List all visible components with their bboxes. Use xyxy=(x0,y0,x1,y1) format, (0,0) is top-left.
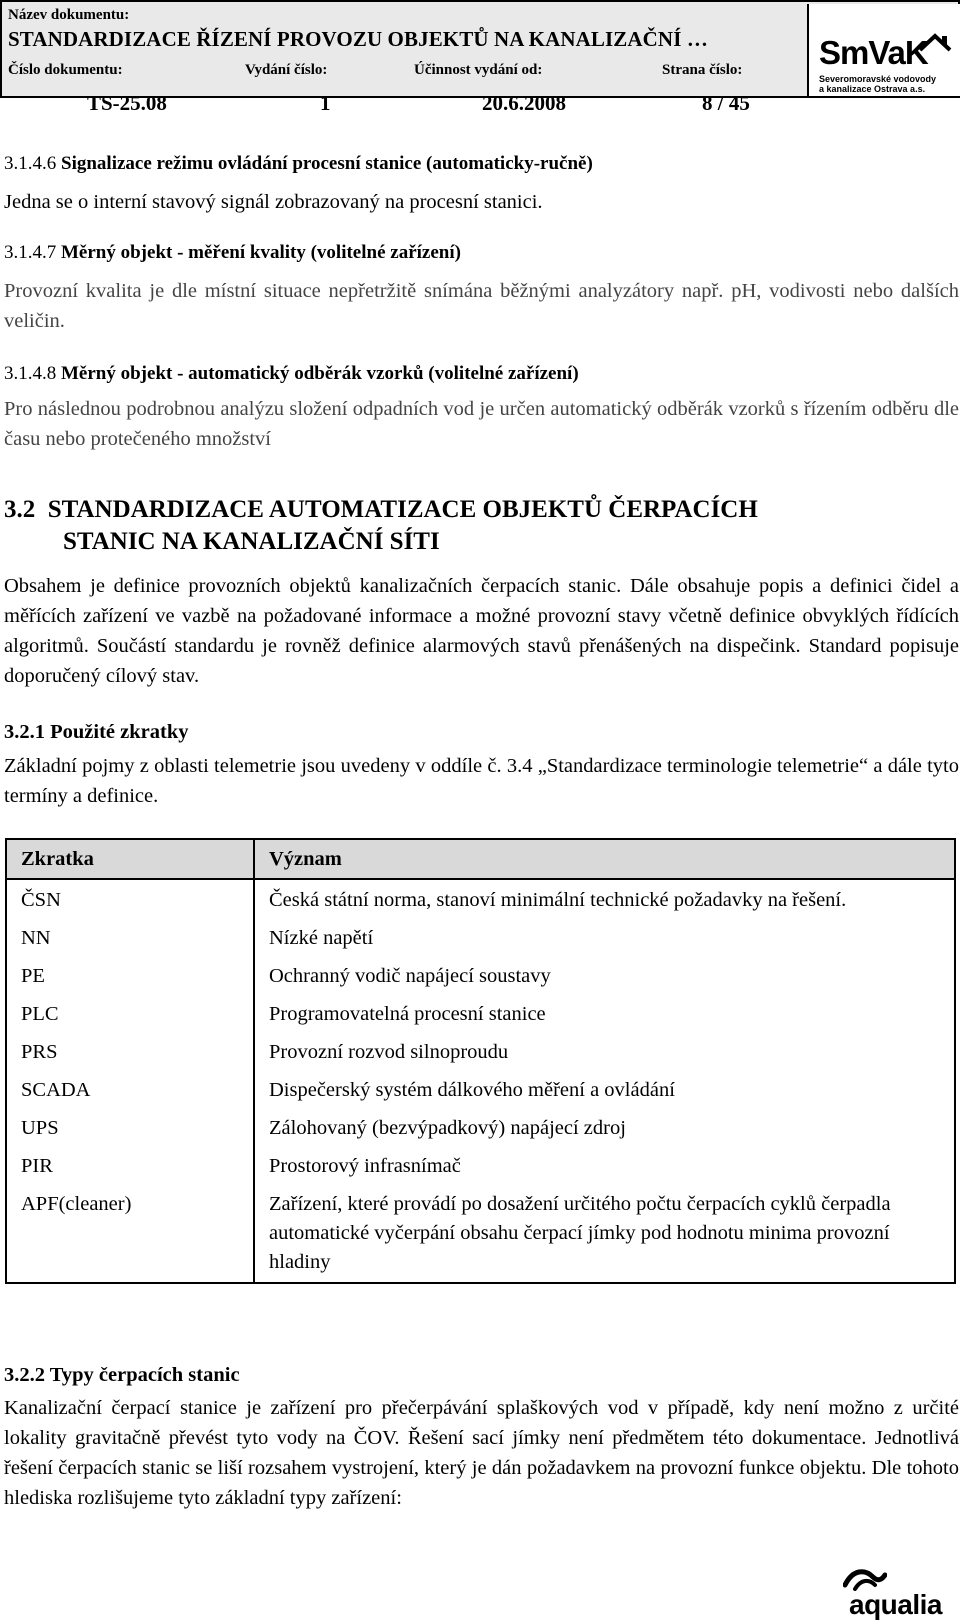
table-cell-meaning: Zálohovaný (bezvýpadkový) napájecí zdroj xyxy=(254,1110,955,1148)
table-row xyxy=(6,996,955,1034)
heading-3146-title: Signalizace režimu ovládání procesní stanice (automaticky-ručně) xyxy=(61,153,593,174)
aqualia-wave-icon xyxy=(843,1565,887,1591)
table-cell-abbr: UPS xyxy=(6,1110,254,1148)
table-row xyxy=(6,1148,955,1186)
paragraph-3147: Provozní kvalita je dle místní situace nepřetržitě snímána běžnými analyzátory např. pH, vodivosti nebo dalších veličin. xyxy=(4,280,959,332)
heading-3147-title: Měrný objekt - měření kvality (volitelné zařízení) xyxy=(61,242,461,263)
table-cell-abbr: APF(cleaner) xyxy=(6,1186,254,1283)
table-row xyxy=(6,958,955,996)
table-cell-meaning: Nízké napětí xyxy=(254,920,955,958)
smvak-logo-sub1: Severomoravské vodovody xyxy=(819,74,937,84)
abbreviations-table xyxy=(5,838,956,1284)
table-header-meaning: Význam xyxy=(254,839,955,879)
heading-32-line1: STANDARDIZACE AUTOMATIZACE OBJEKTŮ ČERPACÍCH xyxy=(47,496,758,523)
table-header-abbr: Zkratka xyxy=(6,839,254,879)
paragraph-3146: Jedna se o interní stavový signál zobrazovaný na procesní stanici. xyxy=(4,191,543,213)
effective-date: 20.6.2008 xyxy=(482,91,566,115)
heading-3148-number: 3.1.4.8 xyxy=(4,363,57,384)
doc-name-label: Název dokumentu: xyxy=(8,7,130,23)
table-cell-meaning: Ochranný vodič napájecí soustavy xyxy=(254,958,955,996)
table-cell-meaning: Prostorový infrasnímač xyxy=(254,1148,955,1186)
page-label: Strana číslo: xyxy=(662,62,743,78)
heading-322: 3.2.2 Typy čerpacích stanic xyxy=(4,1364,240,1386)
table-cell-abbr: NN xyxy=(6,920,254,958)
heading-32-line2: STANIC NA KANALIZAČNÍ SÍTI xyxy=(63,528,440,555)
table-cell-abbr: SCADA xyxy=(6,1072,254,1110)
smvak-logo-sub2: a kanalizace Ostrava a.s. xyxy=(819,84,926,94)
heading-3148-title: Měrný objekt - automatický odběrák vzorků (volitelné zařízení) xyxy=(61,363,579,384)
heading-3146 xyxy=(4,153,593,175)
table-row xyxy=(6,920,955,958)
smvak-logo-mark-icon xyxy=(917,32,953,68)
table-row xyxy=(6,1110,955,1148)
table-row xyxy=(6,1072,955,1110)
smvak-logo xyxy=(807,4,960,96)
table-cell-meaning: Česká státní norma, stanoví minimální technické požadavky na řešení. xyxy=(254,879,955,920)
heading-3146-number: 3.1.4.6 xyxy=(4,153,57,174)
smvak-logo-word: SmVaK xyxy=(819,34,928,71)
table-row xyxy=(6,1034,955,1072)
issue-number: 1 xyxy=(320,91,331,115)
table-cell-abbr: PLC xyxy=(6,996,254,1034)
heading-32-number: 3.2 xyxy=(4,496,36,523)
page-number: 8 / 45 xyxy=(702,91,750,115)
table-cell-abbr: ČSN xyxy=(6,879,254,920)
table-row xyxy=(6,879,955,920)
paragraph-322: Kanalizační čerpací stanice je zařízení pro přečerpávání splaškových vod v případě, kdy není možno z určité lokality gravitačně převést tyto vody na ČOV. Řešení sací jímky není předmětem této dokumentace. Jednotlivá řešení čerpacích stanic se liší rozsahem vystrojení, který je dán požadavkem na provozní funkce objektu. Dle tohoto hlediska rozlišujeme tyto základní typy zařízení: xyxy=(4,1397,959,1509)
paragraph-32: Obsahem je definice provozních objektů kanalizačních čerpacích stanic. Dále obsahuje popis a definici čidel a měřících zařízení ve vazbě na požadované informace a možné provozní stavy včetně definice obvyklých řídících algoritmů. Součástí standardu je rovněž definice alarmových stavů přenášených na dispečink. Standard popisuje doporučený cílový stav. xyxy=(4,575,959,687)
smvak-logo-subtitle xyxy=(819,74,936,94)
effective-label: Účinnost vydání od: xyxy=(414,62,543,78)
table-header-row xyxy=(6,839,955,879)
table-cell-abbr: PRS xyxy=(6,1034,254,1072)
table-cell-meaning: Dispečerský systém dálkového měření a ovládání xyxy=(254,1072,955,1110)
heading-3148 xyxy=(4,363,579,385)
document-header xyxy=(0,0,960,115)
table-cell-abbr: PIR xyxy=(6,1148,254,1186)
doc-title: STANDARDIZACE ŘÍZENÍ PROVOZU OBJEKTŮ NA KANALIZAČNÍ … xyxy=(8,27,708,51)
table-cell-abbr: PE xyxy=(6,958,254,996)
doc-number: TS-25.08 xyxy=(87,91,167,115)
heading-3147 xyxy=(4,242,461,264)
table-row xyxy=(6,1186,955,1283)
aqualia-logo-word: aqualia xyxy=(849,1589,942,1620)
table-cell-meaning: Programovatelná procesní stanice xyxy=(254,996,955,1034)
issue-label: Vydání číslo: xyxy=(245,62,328,78)
table-cell-meaning: Provozní rozvod silnoproudu xyxy=(254,1034,955,1072)
heading-3147-number: 3.1.4.7 xyxy=(4,242,57,263)
paragraph-3148: Pro následnou podrobnou analýzu složení odpadních vod je určen automatický odběrák vzorků s řízením odběru dle času nebo protečeného množství xyxy=(4,398,959,450)
paragraph-321: Základní pojmy z oblasti telemetrie jsou uvedeny v oddíle č. 3.4 „Standardizace terminologie telemetrie“ a dále tyto termíny a definice. xyxy=(4,755,959,807)
aqualia-logo xyxy=(843,1565,958,1620)
table-cell-meaning: Zařízení, které provádí po dosažení určitého počtu čerpacích cyklů čerpadla automatické vyčerpání obsahu čerpací jímky pod hodnotu minima provozní hladiny xyxy=(254,1186,955,1283)
doc-number-label: Číslo dokumentu: xyxy=(8,62,123,78)
heading-321: 3.2.1 Použité zkratky xyxy=(4,721,189,743)
heading-32 xyxy=(4,494,758,558)
